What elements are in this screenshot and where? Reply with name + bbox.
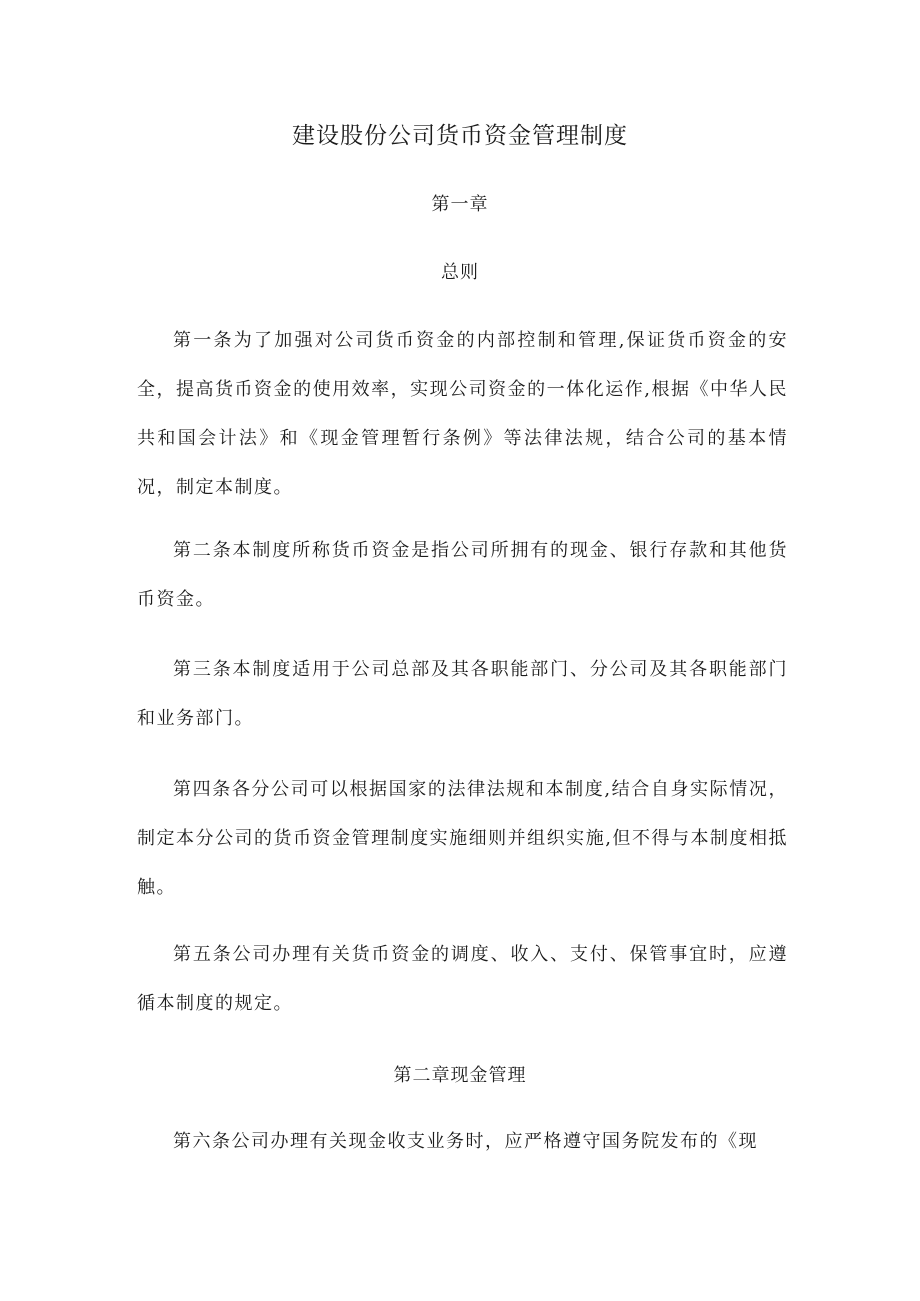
document-title: 建设股份公司货币资金管理制度 (292, 123, 628, 149)
chapter-1-name: 总则 (441, 262, 479, 283)
chapter-2-heading: 第二章现金管理 (393, 1065, 527, 1086)
article-5: 第五条公司办理有关货币资金的调度、收入、支付、保管事宜时，应遵循本制度的规定。 (137, 944, 788, 1014)
article-1: 第一条为了加强对公司货币资金的内部控制和管理,保证货币资金的安全，提高货币资金的使用效率，实现公司资金的一体化运作,根据《中华人民共和国会计法》和《现金管理暂行条例》等法律法规，结合公司的基本情况，制定本制度。 (137, 330, 788, 498)
article-2: 第二条本制度所称货币资金是指公司所拥有的现金、银行存款和其他货币资金。 (137, 540, 788, 610)
chapter-1-number: 第一章 (431, 194, 489, 215)
article-3: 第三条本制度适用于公司总部及其各职能部门、分公司及其各职能部门和业务部门。 (137, 659, 788, 729)
article-4: 第四条各分公司可以根据国家的法律法规和本制度,结合自身实际情况，制定本分公司的货币资金管理制度实施细则并组织实施,但不得与本制度相抵触。 (137, 779, 788, 898)
article-6: 第六条公司办理有关现金收支业务时，应严格遵守国务院发布的《现 (173, 1131, 758, 1152)
